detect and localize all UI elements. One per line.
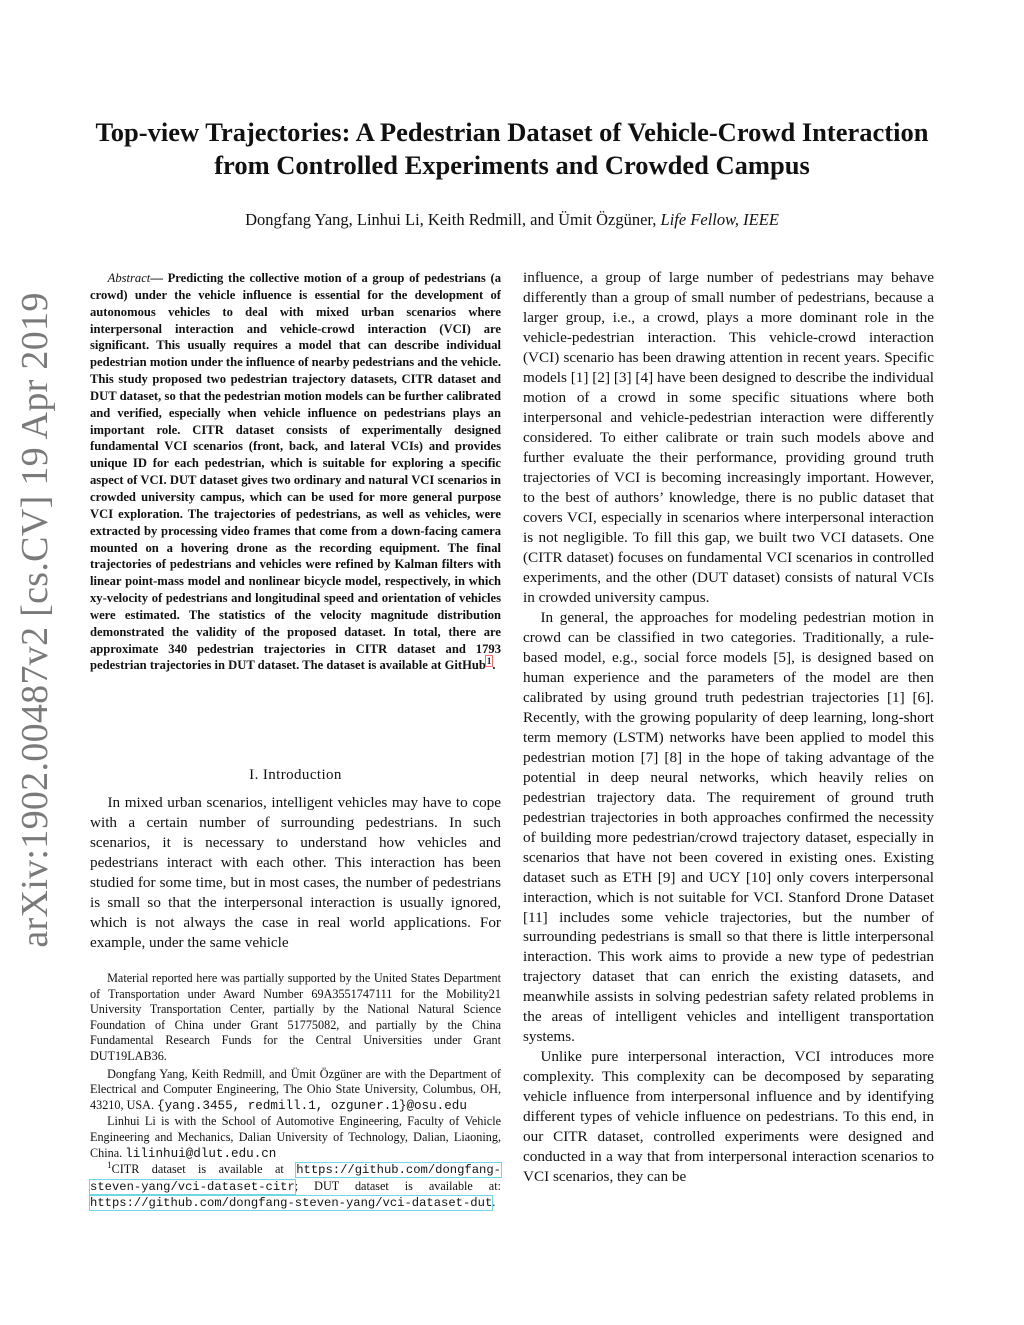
- osu-email: {yang.3455, redmill.1, ozguner.1}@osu.edu: [157, 1098, 467, 1113]
- abstract-end: .: [492, 658, 496, 673]
- section-heading: I. Introduction: [249, 767, 342, 783]
- dut-dataset-link[interactable]: https://github.com/dongfang-steven-yang/vci-dataset-dut: [90, 1196, 493, 1211]
- abstract-label: Abstract: [107, 271, 151, 285]
- intro-paragraph: In mixed urban scenarios, intelligent vehicles may have to cope with a certain number of surrounding pedestrians. In such scenarios, it is necessary to understand how vehicles and pedestrians interact with each other. This interaction has been studied for some time, but in most cases, the number of pedestrians is small so that the interpersonal interaction is usually ignored, which is not always the case in real world applications. For example, under the same vehicle: [90, 794, 501, 951]
- dataset-footnote-text-a: CITR dataset is available at: [111, 1162, 284, 1177]
- paper-title: Top-view Trajectories: A Pedestrian Dataset of Vehicle-Crowd Interaction from Controlled Experiments and Crowded Campus: [95, 117, 929, 180]
- right-column: [523, 268, 934, 1187]
- dlut-affiliation-text: Linhui Li is with the School of Automotive Engineering, Faculty of Vehicle Engineering and Mechanics, Dalian University of Technology, Dalian, Liaoning, China.: [90, 1114, 501, 1160]
- citr-dataset-link[interactable]: https://github.com/dongfang-steven-yang/vci-dataset-citr: [90, 1163, 501, 1194]
- osu-affiliation-text: Dongfang Yang, Keith Redmill, and Ümit Özgüner are with the Department of Electrical and Computer Engineering, The Ohio State University, Columbus, OH, 43210, USA.: [90, 1066, 501, 1112]
- author-suffix: Life Fellow, IEEE: [660, 210, 779, 229]
- footnote-ref-link[interactable]: 1: [486, 656, 492, 667]
- dlut-affiliation: [90, 1114, 501, 1162]
- dlut-email: lilinhui@dlut.edu.cn: [125, 1146, 277, 1161]
- abstract: [90, 270, 501, 674]
- dataset-footnote-text-b: ; DUT dataset is available at:: [294, 1178, 501, 1193]
- abstract-text: — Predicting the collective motion of a group of pedestrians (a crowd) under the vehicle influence is essential for the development of autonomous vehicles to deal with mixed urban scenarios where interpersonal interaction and vehicle-crowd interaction (VCI) are significant. This usually requires a model that can describe individual pedestrian motion under the influence of nearby pedestrians and the vehicle. This study proposed two pedestrian trajectory datasets, CITR dataset and DUT dataset, so that the pedestrian motion models can be further calibrated and verified, especially when vehicle influence on pedestrians plays an important role. CITR dataset consists of experimentally designed fundamental VCI scenarios (front, back, and lateral VCIs) and provides unique ID for each pedestrian, which is suitable for exploring a specific aspect of VCI. DUT dataset gives two ordinary and natural VCI scenarios in crowded university campus, which can be used for more general purpose VCI exploration. The trajectories of pedestrians, as well as vehicles, were extracted by processing video frames that come from a down-facing camera mounted on a hovering drone as the recording equipment. The final trajectories of pedestrians and vehicles were refined by Kalman filters with linear point-mass model and nonlinear bicycle model, respectively, in which xy-velocity of pedestrians and longitudinal speed and orientation of vehicles were estimated. The statistics of the velocity magnitude distribution demonstrated the validity of the proposed dataset. In total, there are approximate 340 pedestrian trajectories in CITR dataset and 1793 pedestrian trajectories in DUT dataset. The dataset is available at GitHub: [90, 271, 501, 673]
- right-paragraph-1: influence, a group of large number of pedestrians may behave differently than a group of small number of pedestrians, because a larger group, i.e., a crowd, plays a more dominant role in the vehicle-pedestrian interaction. This vehicle-crowd interaction (VCI) scenario has been drawing attention in recent years. Specific models [1] [2] [3] [4] have been designed to describe the individual motion of a crowd in some specific situations where both interpersonal and vehicle-pedestrian interaction were differently considered. To either calibrate or train such models above and further evaluate the their performance, providing ground truth trajectories of VCI is becoming increasingly important. However, to the best of authors’ knowledge, there is no public dataset that covers VCI, especially in scenarios where interpersonal interaction is not negligible. To fill this gap, we built two VCI datasets. One (CITR dataset) focuses on fundamental VCI scenarios in controlled experiments, and the other (DUT dataset) consists of natural VCIs in crowded university campus.: [523, 269, 934, 606]
- right-paragraph-2: In general, the approaches for modeling pedestrian motion in crowd can be classified in two categories. Traditionally, a rule-based model, e.g., social force models [5], is designed based on human experience and the parameters of the model are then calibrated by using ground truth pedestrian trajectories [1] [6]. Recently, with the growing popularity of deep learning, long-short term memory (LSTM) networks have been applied to model this pedestrian motion [7] [8] in the hope of taking advantage of the potential in deep neural networks, which heavily relies on pedestrian trajectory data. The requirement of ground truth pedestrian trajectories in both approaches confirmed the necessity of building more pedestrian/crowd trajectory dataset, especially in scenarios that have not been covered in existing ones. Existing dataset such as ETH [9] and UCY [10] only covers interpersonal interaction, which is not suitable for VCI. Stanford Drone Dataset [11] includes some vehicle trajectories, but the number of surrounding pedestrians is small so that there is little interpersonal interaction. This work aims to provide a new type of pedestrian trajectory dataset that can enrich the existing datasets, and meanwhile assists in solving pedestrian safety related problems in the areas of intelligent vehicles and intelligent transportation systems.: [523, 608, 934, 1046]
- arxiv-stamp: arXiv:1902.00487v2 [cs.CV] 19 Apr 2019: [14, 292, 56, 948]
- dataset-footnote: [90, 1162, 501, 1212]
- footnotes: [90, 971, 501, 1212]
- osu-affiliation: [90, 1067, 501, 1115]
- author-line: [90, 210, 934, 230]
- funding-footnote: Material reported here was partially supported by the United States Department of Transportation under Award Number 69A3551747111 for the Mobility21 University Transportation Center, partially by the National Natural Science Foundation of China under Grant 51775082, and partially by the China Fundamental Research Funds for the Central Universities under Grant DUT19LAB36.: [90, 971, 501, 1063]
- footnote-mark: 1: [107, 1160, 112, 1171]
- author-names: Dongfang Yang, Linhui Li, Keith Redmill, and Ümit Özgüner,: [245, 210, 657, 229]
- right-paragraph-3: Unlike pure interpersonal interaction, VCI introduces more complexity. This complexity can be decomposed by separating vehicle influence from interpersonal influence and by identifying different types of vehicle influence on pedestrians. To this end, in our CITR dataset, controlled experiments were designed and conducted in a way that from interpersonal interaction scenarios to VCI scenarios, they can be: [523, 1048, 934, 1186]
- dataset-footnote-end: .: [492, 1195, 496, 1210]
